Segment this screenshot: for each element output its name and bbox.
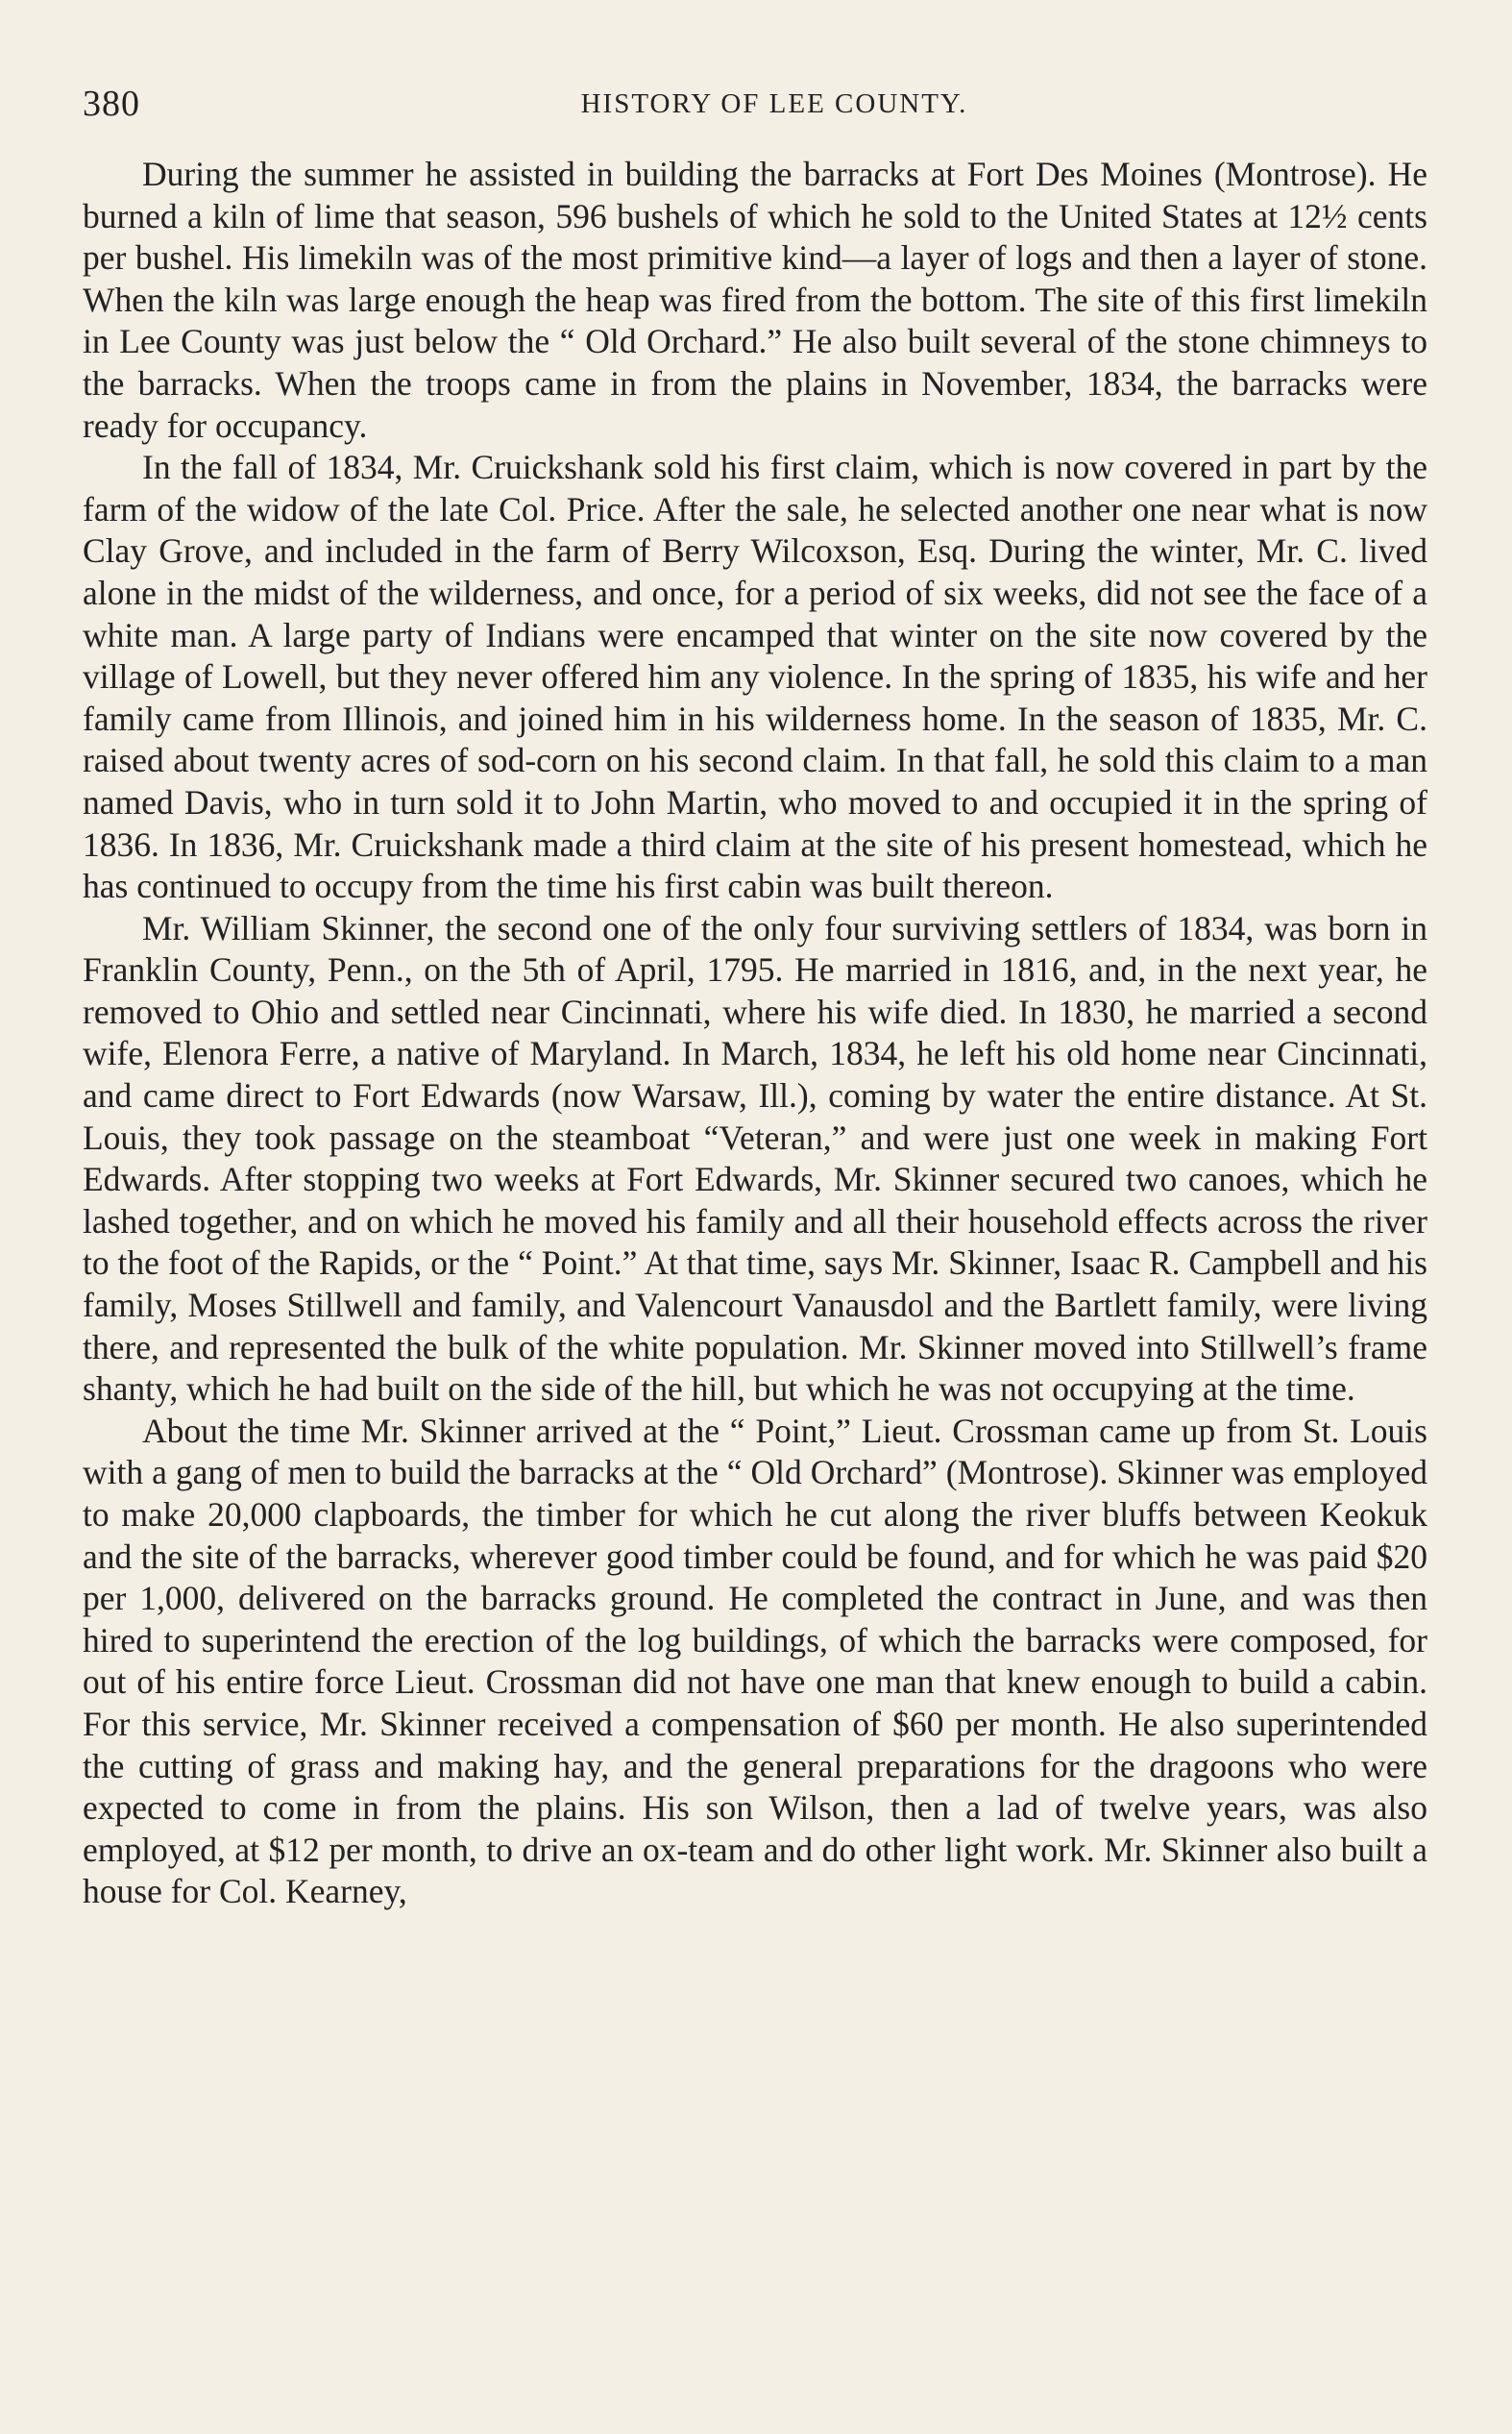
paragraph: In the fall of 1834, Mr. Cruickshank sold his first claim, which is now covered in part by the farm of the widow of the late Col. Price. After the sale, he selected another one near what is now Clay Grove, and included in the farm of Berry Wilcoxson, Esq. During the winter, Mr. C. lived alone in the midst of the wilderness, and once, for a period of six weeks, did not see the face of a white man. A large party of Indians were encamped that winter on the site now covered by the village of Lowell, but they never offered him any violence. In the spring of 1835, his wife and her family came from Illinois, and joined him in his wilderness home. In the season of 1835, Mr. C. raised about twenty acres of sod-corn on his second claim. In that fall, he sold this claim to a man named Davis, who in turn sold it to John Martin, who moved to and occupied it in the spring of 1836. In 1836, Mr. Cruickshank made a third claim at the site of his present homestead, which he has continued to occupy from the time his first cabin was built thereon. <box>83 448 1427 906</box>
paragraph: During the summer he assisted in building the barracks at Fort Des Moines (Montrose). He burned a kiln of lime that season, 596 bushels of which he sold to the United States at 12½ cents per bushel. His limekiln was of the most primitive kind—a layer of logs and then a layer of stone. When the kiln was large enough the heap was fired from the bottom. The site of this first limekiln in Lee County was just below the “ Old Orchard.” He also built several of the stone chimneys to the barracks. When the troops came in from the plains in November, 1834, the barracks were ready for occupancy. <box>83 155 1427 445</box>
page-number: 380 <box>83 84 140 124</box>
paragraph: Mr. William Skinner, the second one of the only four surviving settlers of 1834, was born in Franklin County, Penn., on the 5th of April, 1795. He married in 1816, and, in the next year, he removed to Ohio and settled near Cincinnati, where his wife died. In 1830, he married a second wife, Elenora Ferre, a native of Maryland. In March, 1834, he left his old home near Cincinnati, and came direct to Fort Edwards (now Warsaw, Ill.), coming by water the entire distance. At St. Louis, they took passage on the steamboat “Veteran,” and were just one week in making Fort Edwards. After stopping two weeks at Fort Edwards, Mr. Skinner secured two canoes, which he lashed together, and on which he moved his family and all their household effects across the river to the foot of the Rapids, or the “ Point.” At that time, says Mr. Skinner, Isaac R. Campbell and his family, Moses Stillwell and family, and Valencourt Vanausdol and the Bartlett family, were living there, and represented the bulk of the white population. Mr. Skinner moved into Stillwell’s frame shanty, which he had built on the side of the hill, but which he was not occupying at the time. <box>83 908 1427 1409</box>
running-title: HISTORY OF LEE COUNTY. <box>580 88 968 119</box>
running-head <box>83 83 1427 129</box>
paragraph: About the time Mr. Skinner arrived at the “ Point,” Lieut. Crossman came up from St. Louis with a gang of men to build the barracks at the “ Old Orchard” (Montrose). Skinner was employed to make 20,000 clapboards, the timber for which he cut along the river bluffs between Keokuk and the site of the barracks, wherever good timber could be found, and for which he was paid $20 per 1,000, delivered on the barracks ground. He completed the contract in June, and was then hired to superintend the erection of the log buildings, of which the barracks were composed, for out of his entire force Lieut. Crossman did not have one man that knew enough to build a cabin. For this service, Mr. Skinner received a compensation of $60 per month. He also superintended the cutting of grass and making hay, and the general preparations for the dragoons who were expected to come in from the plains. His son Wilson, then a lad of twelve years, was also employed, at $12 per month, to drive an ox-team and do other light work. Mr. Skinner also built a house for Col. Kearney, <box>83 1411 1427 1911</box>
body-text <box>83 154 1427 1913</box>
